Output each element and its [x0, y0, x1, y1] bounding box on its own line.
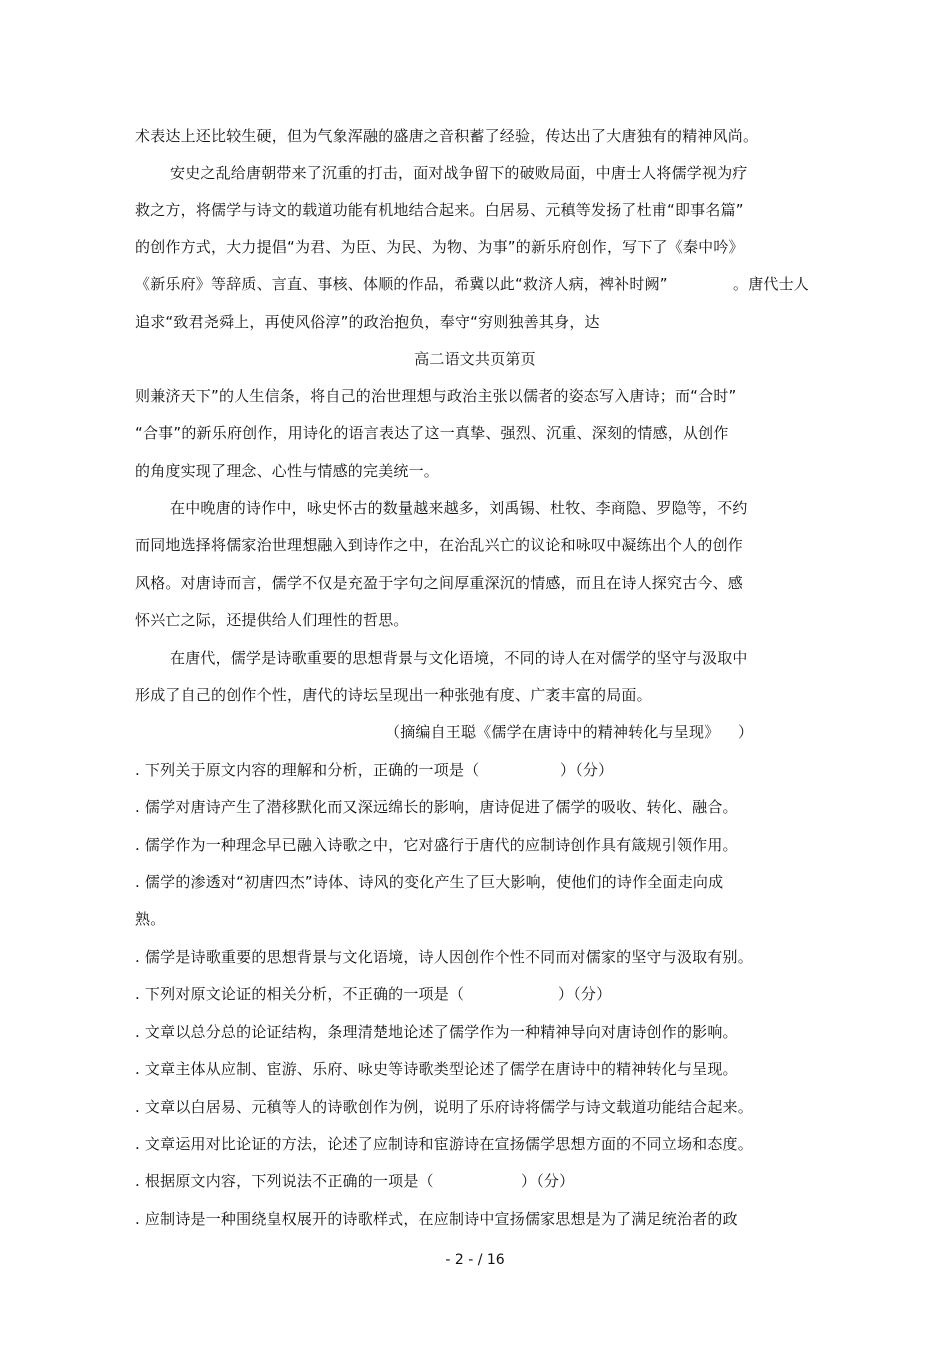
- question-stem: . 下列关于原文内容的理解和分析，正确的一项是（: [135, 761, 480, 779]
- source-citation: （摘编自王聪《儒学在唐诗中的精神转化与呈现》: [385, 723, 720, 741]
- paragraph-line: “合事”的新乐府创作，用诗化的语言表达了这一真挚、强烈、沉重、深刻的情感，从创作: [135, 424, 729, 442]
- answer-option: . 儒学对唐诗产生了潜移默化而又深远绵长的影响，唐诗促进了儒学的吸收、转化、融合。: [135, 798, 738, 816]
- paragraph-line: 风格。对唐诗而言，儒学不仅是充盈于字句之间厚重深沉的情感，而且在诗人探究古今、感: [135, 574, 744, 592]
- running-header: 高二语文共页第页: [414, 350, 536, 368]
- paragraph-line: 怀兴亡之际，还提供给人们理性的哲思。: [135, 611, 409, 629]
- answer-option: . 文章以总分总的论证结构，条理清楚地论述了儒学作为一种精神导向对唐诗创作的影响。: [135, 1023, 738, 1041]
- answer-option-continuation: 熟。: [135, 910, 166, 928]
- answer-option: . 文章主体从应制、宦游、乐府、咏史等诗歌类型论述了儒学在唐诗中的精神转化与呈现。: [135, 1060, 738, 1078]
- answer-option: . 儒学是诗歌重要的思想背景与文化语境，诗人因创作个性不同而对儒家的坚守与汲取有别。: [135, 948, 753, 966]
- paragraph-line: 的角度实现了理念、心性与情感的完美统一。: [135, 462, 440, 480]
- paragraph-line: 形成了自己的创作个性，唐代的诗坛呈现出一种张弛有度、广袤丰富的局面。: [135, 686, 652, 704]
- answer-option: . 文章运用对比论证的方法，论述了应制诗和宦游诗在宣扬儒学思想方面的不同立场和态度。: [135, 1135, 753, 1153]
- paragraph-line: 的创作方式，大力提倡“为君、为臣、为民、为物、为事”的新乐府创作，写下了《秦中吟》: [135, 238, 744, 256]
- question-stem: . 根据原文内容，下列说法不正确的一项是（: [135, 1172, 434, 1190]
- answer-option: . 应制诗是一种围绕皇权展开的诗歌样式，在应制诗中宣扬儒家思想是为了满足统治者的政: [135, 1210, 738, 1228]
- source-citation-end: ）: [738, 723, 754, 741]
- paragraph-line: 在中晚唐的诗作中，咏史怀古的数量越来越多，刘禹锡、杜牧、李商隐、罗隐等，不约: [170, 499, 748, 517]
- paragraph-line: 术表达上还比较生硬，但为气象浑融的盛唐之音积蓄了经验，传达出了大唐独有的精神风尚。: [135, 127, 759, 145]
- answer-option: . 儒学作为一种理念早已融入诗歌之中，它对盛行于唐代的应制诗创作具有箴规引领作用。: [135, 836, 738, 854]
- paragraph-line: 追求“致君尧舜上，再使风俗淳”的政治抱负，奉守“穷则独善其身，达: [135, 313, 600, 331]
- paragraph-line: 安史之乱给唐朝带来了沉重的打击，面对战争留下的破败局面，中唐士人将儒学视为疗: [170, 164, 748, 182]
- question-score: ）（分）: [521, 1172, 575, 1190]
- question-score: ）（分）: [558, 985, 612, 1003]
- paragraph-line: 救之方，将儒学与诗文的载道功能有机地结合起来。白居易、元稹等发扬了杜甫“即事名篇”: [135, 201, 744, 219]
- question-stem: . 下列对原文论证的相关分析，不正确的一项是（: [135, 985, 465, 1003]
- paragraph-line: 则兼济天下”的人生信条，将自己的治世理想与政治主张以儒者的姿态写入唐诗；而“合时”: [135, 387, 737, 405]
- question-score: ）（分）: [560, 761, 614, 779]
- paragraph-line-fragment: 。唐代士人: [733, 275, 810, 293]
- answer-option: . 文章以白居易、元稹等人的诗歌创作为例，说明了乐府诗将儒学与诗文载道功能结合起来。: [135, 1098, 753, 1116]
- paragraph-line: 《新乐府》等辞质、言直、事核、体顺的作品，希冀以此“救济人病，裨补时阙”: [135, 275, 668, 293]
- paragraph-line: 而同地选择将儒家治世理想融入到诗作之中，在治乱兴亡的议论和咏叹中凝练出个人的创作: [135, 536, 744, 554]
- paragraph-line: 在唐代，儒学是诗歌重要的思想背景与文化语境，不同的诗人在对儒学的坚守与汲取中: [170, 649, 748, 667]
- answer-option: . 儒学的渗透对“初唐四杰”诗体、诗风的变化产生了巨大影响，使他们的诗作全面走向成: [135, 873, 724, 891]
- page-number: - 2 - / 16: [445, 1252, 505, 1268]
